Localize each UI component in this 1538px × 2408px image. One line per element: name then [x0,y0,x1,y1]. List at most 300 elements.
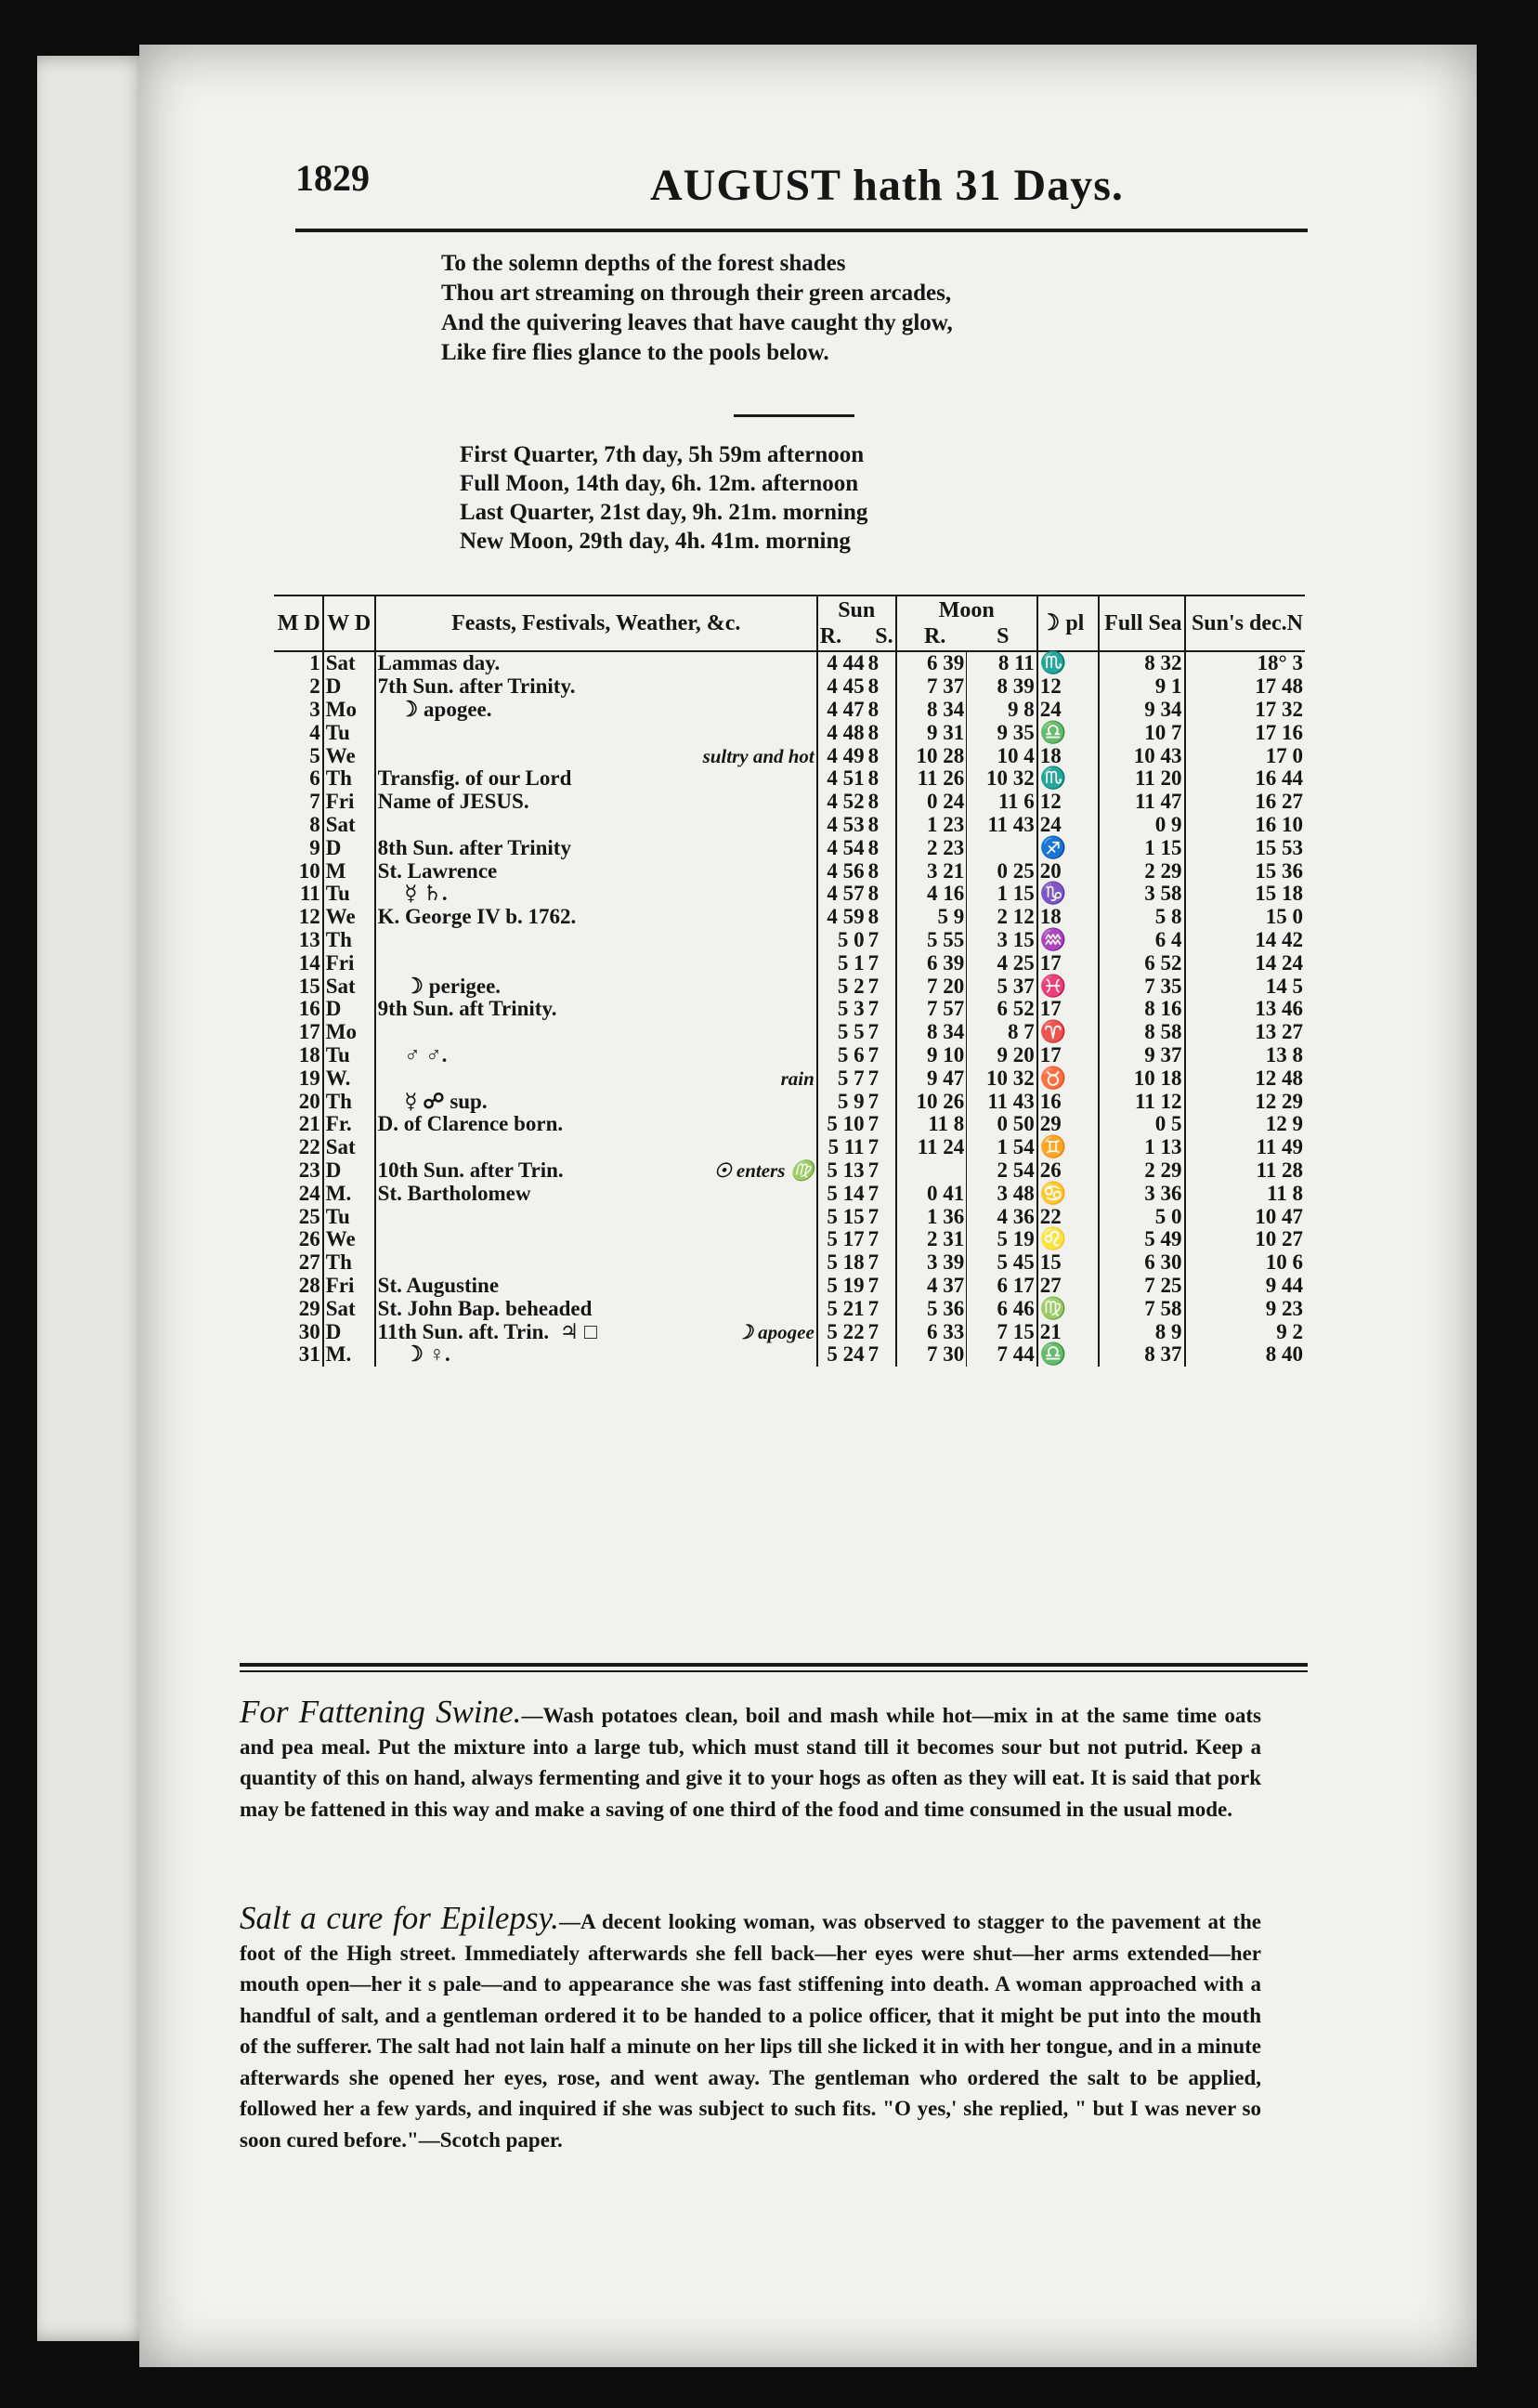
moon-phase: New Moon, 29th day, 4h. 41m. morning [460,529,851,554]
moon-place: ♏ [1037,651,1099,675]
day-of-month: 25 [274,1205,323,1228]
day-of-month: 6 [274,767,323,791]
table-row [274,859,1305,883]
sun-declination: 14 42 [1255,927,1303,951]
sun-rise: 4 48 [827,720,865,744]
table-row [274,1275,1305,1298]
moon-rise: 9 47 [896,1067,967,1090]
day-of-week: We [323,744,375,767]
table-row [274,1205,1305,1228]
sun-rise: 5 5 [837,1020,865,1044]
article-epilepsy [240,1900,1261,2155]
feast-cell [375,814,817,837]
header-md: M D [274,595,323,651]
moon-set: 6 52 [967,998,1037,1021]
table-row [274,675,1305,699]
sun-set: 7 [867,1251,896,1275]
feast-text: ☽ perigee. [377,974,502,998]
page-title: AUGUST hath 31 Days. [650,161,1124,210]
day-of-week: Fr. [323,1113,375,1136]
moon-rise: 2 23 [896,836,967,859]
moon-rise: 7 20 [896,975,967,998]
header-wd: W D [323,595,375,651]
sun-rise: 4 57 [827,882,865,906]
sun-rise: 4 59 [827,905,865,929]
sun-set: 7 [867,1228,896,1251]
feast-cell [375,1251,817,1275]
moon-set: 9 35 [967,721,1037,744]
sun-declination: 17 0 [1265,743,1303,767]
day-of-week: Th [323,1090,375,1113]
sun-declination: 13 27 [1255,1020,1303,1044]
moon-place: 20 [1037,859,1099,883]
table-row [274,1113,1305,1136]
moon-rise: 3 21 [896,859,967,883]
moon-place: 17 [1037,951,1099,975]
sun-rise: 4 47 [827,697,865,721]
almanac-table-wrap [274,595,1305,1367]
day-of-week: We [323,1228,375,1251]
moon-set: 0 25 [967,859,1037,883]
sun-declination: 10 47 [1255,1204,1303,1228]
sun-declination: 14 24 [1255,950,1303,975]
day-of-month: 22 [274,1136,323,1159]
sun-set: 7 [867,1275,896,1298]
article-text: —Wash potatoes clean, boil and mash while hot—mix in at the same time oats and pea meal. Put the mixture into a large tub, which must stand till it becomes sour but not putrid. Keep a quantity of this on hand, always fermenting and give it to your hogs as often as they will eat. It is said that pork may be fattened in this way and make a saving of one third of the food and time consumed in the usual mode. [240,1704,1261,1821]
day-of-month: 30 [274,1320,323,1343]
full-sea: 9 37 [1099,1044,1184,1067]
full-sea: 8 37 [1099,1343,1184,1367]
feast-text: St. John Bap. beheaded [377,1296,593,1320]
table-row [274,744,1305,767]
moon-place: ♍ [1037,1297,1099,1320]
full-sea: 1 13 [1099,1136,1184,1159]
day-of-month: 1 [274,651,323,675]
moon-place: 21 [1037,1320,1099,1343]
day-of-week: Th [323,767,375,791]
day-of-month: 20 [274,1090,323,1113]
moon-set: 6 17 [967,1275,1037,1298]
sun-rise: 5 19 [827,1273,865,1297]
full-sea: 5 49 [1099,1228,1184,1251]
sun-rise: 4 54 [827,835,865,859]
moon-set: 8 7 [967,1021,1037,1044]
sun-set: 7 [867,1136,896,1159]
moon-rise: 5 55 [896,929,967,952]
moon-rise: 0 24 [896,791,967,814]
feast-cell [375,1136,817,1159]
poem-line: Like fire flies glance to the pools below. [441,340,829,365]
feast-text: ☿ ♄. [377,882,448,906]
feast-text: Lammas day. [377,651,501,675]
poem [441,249,953,368]
feast-cell [375,791,817,814]
moon-place: 27 [1037,1275,1099,1298]
moon-rise: 5 36 [896,1297,967,1320]
sun-rise: 5 9 [837,1089,865,1113]
header-sun [817,595,896,651]
day-of-month: 15 [274,975,323,998]
sun-set: 7 [867,1044,896,1067]
full-sea: 3 58 [1099,883,1184,906]
header-sun-label: Sun [838,598,876,622]
table-row [274,929,1305,952]
feast-cell [375,929,817,952]
moon-phase: First Quarter, 7th day, 5h 59m afternoon [460,442,865,467]
header-moon-s: S [997,624,1010,648]
moon-place: 24 [1037,814,1099,837]
sun-declination: 13 46 [1255,997,1303,1021]
weather-note: sultry and hot [702,744,815,767]
moon-place: ♓ [1037,975,1099,998]
almanac-body [274,651,1305,1367]
moon-set: 8 11 [967,651,1037,675]
full-sea: 9 1 [1099,675,1184,699]
moon-phase: Last Quarter, 21st day, 9h. 21m. morning [460,500,868,525]
feast-cell [375,1044,817,1067]
table-row [274,1044,1305,1067]
day-of-week: Tu [323,1205,375,1228]
feast-text: ☿ ☍ sup. [377,1089,488,1113]
day-of-month: 18 [274,1044,323,1067]
sun-rise: 5 18 [827,1250,865,1275]
day-of-month: 8 [274,814,323,837]
poem-line: Thou art streaming on through their green arcades, [441,281,952,306]
sun-declination: 9 2 [1276,1319,1303,1343]
full-sea: 6 30 [1099,1251,1184,1275]
moon-rise: 1 23 [896,814,967,837]
sun-rise: 5 7 [837,1066,865,1090]
day-of-month: 16 [274,998,323,1021]
sun-rise: 5 6 [837,1042,865,1067]
sun-rise: 5 15 [827,1204,865,1228]
moon-place: ♒ [1037,929,1099,952]
sun-set: 8 [867,744,896,767]
weather-note: rain [780,1067,815,1090]
moon-rise: 3 39 [896,1251,967,1275]
sun-rise: 5 1 [837,950,865,975]
moon-rise: 11 24 [896,1136,967,1159]
weather-note: ☉ enters ♍ [713,1158,815,1182]
sun-set: 7 [867,1067,896,1090]
sun-declination: 15 53 [1255,835,1303,859]
day-of-month: 27 [274,1251,323,1275]
moon-place: ♉ [1037,1067,1099,1090]
table-row [274,1182,1305,1205]
table-row [274,814,1305,837]
moon-rise: 4 16 [896,883,967,906]
table-header-row [274,595,1305,651]
full-sea: 7 58 [1099,1297,1184,1320]
full-sea: 2 29 [1099,1159,1184,1183]
header-rule [295,229,1308,232]
sun-set: 7 [867,1113,896,1136]
sun-set: 8 [867,791,896,814]
sun-rise: 5 24 [827,1342,865,1367]
moon-set: 10 32 [967,1067,1037,1090]
table-row [274,975,1305,998]
feast-cell [375,1343,817,1367]
feast-text: 11th Sun. aft. Trin. ♃ □ [377,1319,597,1343]
full-sea: 8 32 [1099,651,1184,675]
sun-rise: 5 10 [827,1112,865,1136]
header-moon-label: Moon [938,598,995,622]
day-of-week: Sat [323,975,375,998]
sun-declination: 10 27 [1255,1227,1303,1251]
moon-rise: 6 33 [896,1320,967,1343]
table-row [274,1228,1305,1251]
moon-place: ♈ [1037,1021,1099,1044]
poem-line: To the solemn depths of the forest shades [441,251,846,276]
feast-text: St. Lawrence [377,858,498,883]
sun-set: 8 [867,814,896,837]
moon-rise [896,1159,967,1183]
full-sea: 11 47 [1099,791,1184,814]
sun-declination: 9 44 [1265,1273,1303,1297]
sun-rise: 4 53 [827,812,865,836]
moon-set: 10 4 [967,744,1037,767]
day-of-week: M. [323,1182,375,1205]
sun-declination: 15 36 [1255,858,1303,883]
moon-rise: 6 39 [896,951,967,975]
moon-place: ♐ [1037,836,1099,859]
sun-declination: 11 49 [1256,1135,1303,1159]
moon-rise: 2 31 [896,1228,967,1251]
sun-set: 8 [867,767,896,791]
feast-cell [375,951,817,975]
header-moon-r: R. [924,624,946,648]
moon-place: ♏ [1037,767,1099,791]
feast-cell [375,1297,817,1320]
header-sun-s: S. [875,624,893,648]
moon-rise: 10 28 [896,744,967,767]
moon-set: 11 6 [967,791,1037,814]
feast-text: 8th Sun. after Trinity [377,835,571,859]
sun-declination: 11 8 [1267,1181,1303,1205]
moon-place: ♎ [1037,721,1099,744]
full-sea: 1 15 [1099,836,1184,859]
feast-cell [375,767,817,791]
full-sea: 11 12 [1099,1090,1184,1113]
day-of-week: D [323,1320,375,1343]
day-of-month: 23 [274,1159,323,1183]
sun-set: 7 [867,1205,896,1228]
day-of-month: 21 [274,1113,323,1136]
day-of-week: Fri [323,791,375,814]
moon-set: 4 36 [967,1205,1037,1228]
day-of-month: 19 [274,1067,323,1090]
sun-set: 7 [867,929,896,952]
sun-declination: 8 40 [1265,1342,1303,1367]
sun-set: 8 [867,883,896,906]
sun-declination: 16 10 [1255,812,1303,836]
article-text: —A decent looking woman, was observed to stagger to the pavement at the foot of the High street. Immediately afterwards she fell back—her eyes were shut—her arms extended—her mouth open—her it s pale—and to appearance she was fast stiffening into death. A woman approached with a handful of salt, and a gentleman ordered it to be handed to a police officer, that it might be put into the mouth of the sufferer. The salt had not lain half a minute on her lips till she licked it in with her tongue, and in a minute afterwards she opened her eyes, rose, and went away. The gentleman who ordered the salt to be applied, followed her a few yards, and inquired if she was subject to such fits. "O yes,' she replied, " but I was never so soon cured before."—Scotch paper. [240,1910,1261,2152]
moon-rise: 7 37 [896,675,967,699]
day-of-month: 17 [274,1021,323,1044]
sun-declination: 13 8 [1265,1042,1303,1067]
feast-text: Transfig. of our Lord [377,766,572,791]
moon-place: 18 [1037,744,1099,767]
sun-declination: 17 16 [1255,720,1303,744]
table-row [274,1343,1305,1367]
full-sea: 8 16 [1099,998,1184,1021]
moon-set: 7 15 [967,1320,1037,1343]
sun-declination: 16 27 [1255,790,1303,814]
feast-cell [375,1275,817,1298]
day-of-month: 3 [274,699,323,722]
moon-place: 12 [1037,675,1099,699]
table-row [274,836,1305,859]
moon-set: 10 32 [967,767,1037,791]
day-of-month: 29 [274,1297,323,1320]
full-sea: 6 4 [1099,929,1184,952]
day-of-week: D [323,998,375,1021]
table-row [274,651,1305,675]
table-row [274,1297,1305,1320]
sun-declination: 9 23 [1265,1296,1303,1320]
sun-set: 7 [867,998,896,1021]
day-of-month: 14 [274,951,323,975]
day-of-month: 11 [274,883,323,906]
day-of-week: M. [323,1343,375,1367]
sun-rise: 4 45 [827,674,865,699]
feast-cell [375,744,817,767]
moon-set: 8 39 [967,675,1037,699]
feast-cell [375,1090,817,1113]
table-row [274,791,1305,814]
moon-set: 4 25 [967,951,1037,975]
moon-set: 7 44 [967,1343,1037,1367]
day-of-week: Mo [323,699,375,722]
sun-rise: 4 51 [827,766,865,791]
moon-place: 12 [1037,791,1099,814]
moon-phases [460,440,867,556]
moon-rise: 0 41 [896,1182,967,1205]
full-sea: 6 52 [1099,951,1184,975]
feast-text: 9th Sun. aft Trinity. [377,997,557,1021]
feast-cell [375,1182,817,1205]
page-left-edge [37,56,149,2341]
sun-rise: 4 49 [827,743,865,767]
day-of-week: D [323,675,375,699]
sun-declination: 11 28 [1256,1158,1303,1182]
sun-rise: 5 17 [827,1227,865,1251]
day-of-month: 13 [274,929,323,952]
sun-declination: 17 32 [1255,697,1303,721]
sun-rise: 5 13 [827,1158,865,1182]
day-of-month: 2 [274,675,323,699]
sun-rise: 4 56 [827,858,865,883]
day-of-week: Sat [323,814,375,837]
day-of-month: 28 [274,1275,323,1298]
day-of-month: 26 [274,1228,323,1251]
moon-set: 1 54 [967,1136,1037,1159]
feast-cell [375,1205,817,1228]
moon-place: ♋ [1037,1182,1099,1205]
table-row [274,1067,1305,1090]
table-row [274,721,1305,744]
day-of-month: 7 [274,791,323,814]
sun-set: 8 [867,699,896,722]
sun-rise: 5 11 [828,1135,865,1159]
weather-note: ☽ apogee [736,1320,815,1343]
divider [734,414,854,417]
sun-set: 7 [867,951,896,975]
sun-declination: 12 9 [1265,1112,1303,1136]
table-row [274,1251,1305,1275]
moon-place: ♊ [1037,1136,1099,1159]
header-moon [896,595,1037,651]
feast-text: ☽ ♀. [377,1342,450,1367]
moon-place: ♌ [1037,1228,1099,1251]
moon-rise: 1 36 [896,1205,967,1228]
day-of-week: D [323,1159,375,1183]
sun-declination: 18° 3 [1257,651,1303,675]
feast-cell [375,906,817,929]
day-of-month: 12 [274,906,323,929]
poem-line: And the quivering leaves that have caught thy glow, [441,310,953,335]
table-row [274,1021,1305,1044]
moon-set: 6 46 [967,1297,1037,1320]
full-sea: 2 29 [1099,859,1184,883]
moon-set: 2 12 [967,906,1037,929]
table-row [274,1159,1305,1183]
moon-place: 17 [1037,998,1099,1021]
moon-rise: 6 39 [896,651,967,675]
moon-place: ♎ [1037,1343,1099,1367]
feast-text: Name of JESUS. [377,790,529,814]
feast-text: St. Bartholomew [377,1181,531,1205]
full-sea: 0 5 [1099,1113,1184,1136]
moon-rise: 11 8 [896,1113,967,1136]
moon-set [967,836,1037,859]
moon-set: 0 50 [967,1113,1037,1136]
article-fattening-swine [240,1696,1261,1825]
day-of-month: 10 [274,859,323,883]
table-bottom-rule [240,1663,1308,1667]
moon-place: 24 [1037,699,1099,722]
feast-cell [375,975,817,998]
header-feasts: Feasts, Festivals, Weather, &c. [375,595,817,651]
moon-rise: 7 30 [896,1343,967,1367]
feast-cell [375,721,817,744]
moon-place: 22 [1037,1205,1099,1228]
sun-set: 7 [867,1320,896,1343]
sun-rise: 4 52 [827,790,865,814]
sun-rise: 4 44 [827,651,865,675]
feast-text: 10th Sun. after Trin. [377,1158,564,1182]
table-row [274,1320,1305,1343]
table-row [274,699,1305,722]
table-row [274,883,1305,906]
day-of-week: M [323,859,375,883]
sun-declination: 12 48 [1255,1066,1303,1090]
moon-place: 29 [1037,1113,1099,1136]
header-sun-dec: Sun's dec.N [1185,595,1306,651]
feast-text: ♂ ♂. [377,1042,448,1067]
moon-set: 11 43 [967,814,1037,837]
feast-text: St. Augustine [377,1273,500,1297]
page-year: 1829 [295,157,370,199]
sun-rise: 5 14 [827,1181,865,1205]
sun-declination: 15 0 [1265,905,1303,929]
feast-text: D. of Clarence born. [377,1112,564,1136]
table-row [274,1090,1305,1113]
full-sea: 8 58 [1099,1021,1184,1044]
full-sea: 5 0 [1099,1205,1184,1228]
full-sea: 10 18 [1099,1067,1184,1090]
sun-set: 8 [867,651,896,675]
